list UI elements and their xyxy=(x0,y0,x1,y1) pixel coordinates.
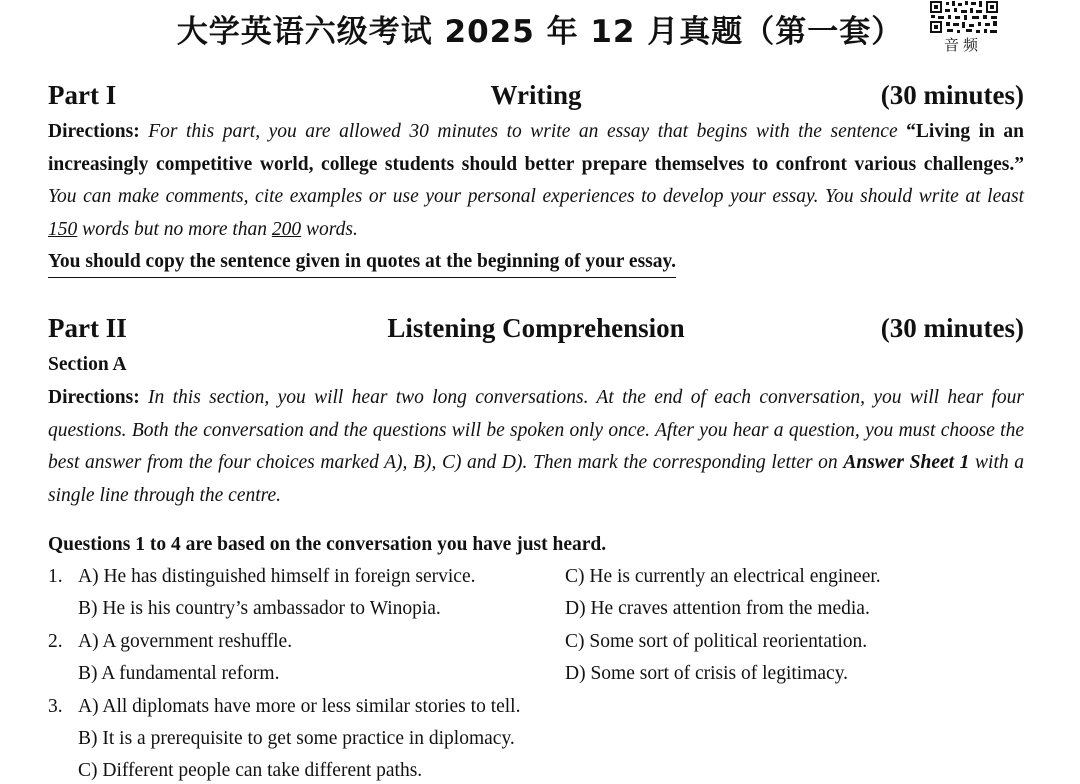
part2-heading xyxy=(48,313,1024,349)
question-number: 1. xyxy=(48,566,63,587)
choice-a[interactable]: A) A government reshuffle. xyxy=(78,631,293,652)
choice-c[interactable]: C) He is currently an electrical engineer. xyxy=(565,566,881,587)
essay-prompt: “Living in an increasingly competitive world, college students should better prepare themselves to confront various challenges.” xyxy=(48,121,1024,175)
max-words: 200 xyxy=(271,218,302,240)
part1-directions: Directions: For this part, you are allowed 30 minutes to write an essay that begins with the sentence “Living in an increasingly competitive world, college students should better prepare themselves to confront various challenges.” You can make comments, cite examples or use your personal experiences to develop your essay. You should write at least 150 words but no more than 200 words. xyxy=(48,121,1024,240)
min-words: 150 xyxy=(48,218,78,240)
choice-b[interactable]: B) It is a prerequisite to get some practice in diplomacy. xyxy=(78,728,515,749)
choice-b[interactable]: B) He is his country’s ambassador to Winopia. xyxy=(78,598,441,619)
directions-label: Directions: xyxy=(48,387,140,408)
part2-label: Part II xyxy=(48,313,127,343)
qr-code-icon[interactable] xyxy=(928,0,1000,34)
page-title: 大学英语六级考试 2025 年 12 月真题（第一套） xyxy=(176,14,904,50)
part2-directions: Directions: In this section, you will hear two long conversations. At the end of each conversation, you will hear four questions. Both the conversation and the questions will be spoken only once. After you hear a question, you must choose the best answer from the four choices marked A), B), C) and D). Then mark the corresponding letter on Answer Sheet 1 with a single line through the centre. xyxy=(48,387,1025,506)
part2-name: Listening Comprehension xyxy=(387,313,685,343)
question-number: 2. xyxy=(48,631,63,652)
copy-sentence-note: You should copy the sentence given in quotes at the beginning of your essay. xyxy=(48,248,676,278)
answer-sheet-ref: Answer Sheet 1 xyxy=(843,452,970,473)
choice-b[interactable]: B) A fundamental reform. xyxy=(78,663,280,684)
questions-header: Questions 1 to 4 are based on the conversation you have just heard. xyxy=(48,534,607,555)
part1-name: Writing xyxy=(490,80,582,110)
part1-label: Part I xyxy=(48,80,117,110)
choice-a[interactable]: A) All diplomats have more or less similar stories to tell. xyxy=(78,696,521,717)
choice-c[interactable]: C) Some sort of political reorientation. xyxy=(565,631,868,652)
question-number: 3. xyxy=(48,696,63,717)
choice-c[interactable]: C) Different people can take different paths. xyxy=(78,760,423,781)
audio-label: 音频 xyxy=(944,36,983,54)
choice-d[interactable]: D) He craves attention from the media. xyxy=(565,598,870,619)
directions-label: Directions: xyxy=(48,121,140,142)
part1-heading xyxy=(48,80,1024,116)
choice-d[interactable]: D) Some sort of crisis of legitimacy. xyxy=(565,663,849,684)
part2-time: (30 minutes) xyxy=(880,313,1024,343)
part1-time: (30 minutes) xyxy=(880,80,1024,110)
section-a-heading: Section A xyxy=(48,354,127,375)
choice-a[interactable]: A) He has distinguished himself in foreign service. xyxy=(78,566,476,587)
